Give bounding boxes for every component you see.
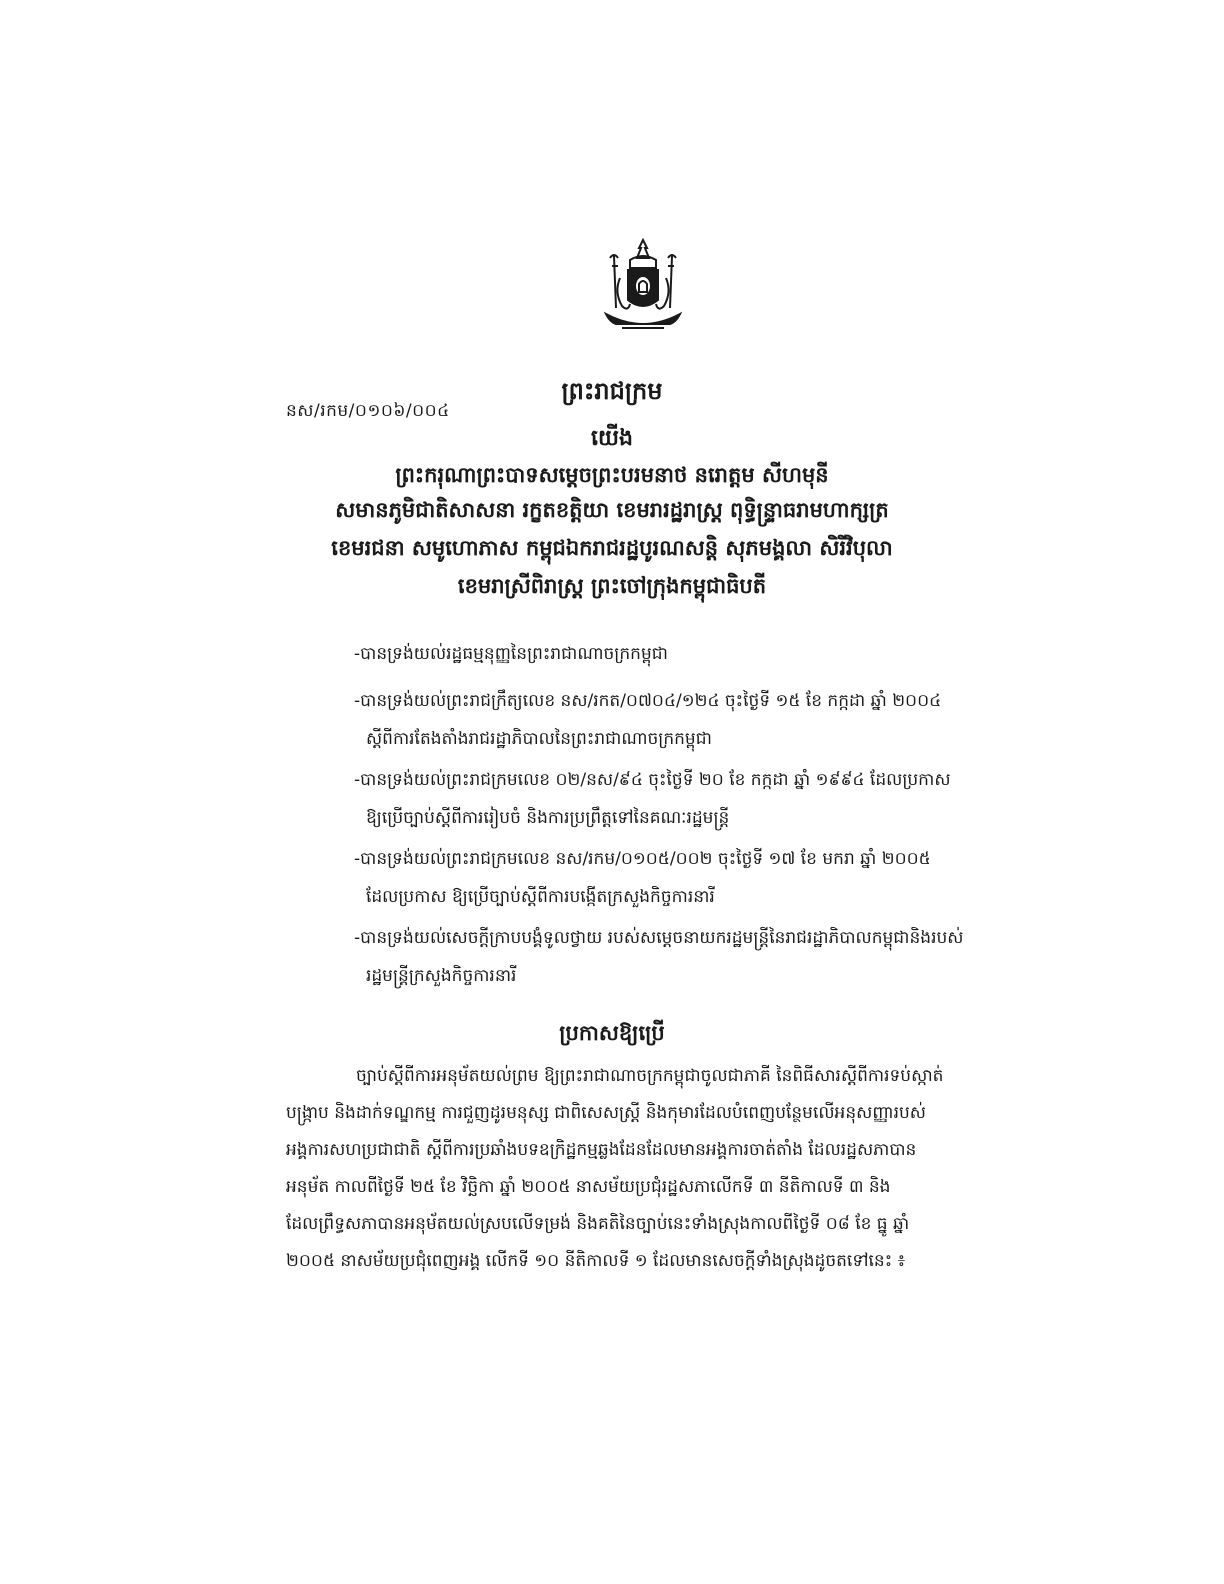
clause-line: -បានទ្រង់យល់រដ្ឋធម្មនុញ្ញនៃព្រះរាជាណាចក្រកម្ពុជា bbox=[354, 644, 668, 664]
king-title-line: ខេមរាស្រីពិរាស្ត្រ ព្រះចៅក្រុងកម្ពុជាធិបតី bbox=[457, 574, 767, 598]
paragraph-line: ច្បាប់ស្ដីពីការអនុម័តយល់ព្រម ឱ្យព្រះរាជាណាចក្រកម្ពុជាចូលជាភាគី នៃពិធីសារស្ដីពីការទប់ស្កាត់ bbox=[356, 1066, 944, 1086]
paragraph-line: ២០០៥ នាសម័យប្រជុំពេញអង្គ លើកទី ១០ នីតិកាលទី ១ ដែលមានសេចក្ដីទាំងស្រុងដូចតទៅនេះ ៖ bbox=[286, 1251, 906, 1271]
preamble-clause bbox=[354, 635, 974, 673]
king-title-line: ខេមរជនា សមូហោភាស កម្ពុជឯករាជរដ្ឋបូរណសន្តិ សុភមង្គលា សិរីវិបុលា bbox=[331, 536, 893, 560]
paragraph-line: បង្ក្រាប និងដាក់ទណ្ឌកម្ម ការជួញដូរមនុស្ស ជាពិសេសស្ត្រី និងកុមារដែលបំពេញបន្ថែមលើអនុសញ្ញារបស់ bbox=[286, 1103, 926, 1123]
clause-line: -បានទ្រង់យល់សេចក្ដីក្រាបបង្គំទូលថ្វាយ របស់សម្ដេចនាយករដ្ឋមន្ត្រីនៃរាជរដ្ឋាភិបាលកម្ពុជានិងរបស់ bbox=[354, 928, 964, 948]
preamble-clause bbox=[354, 761, 974, 837]
promulgation-paragraph bbox=[286, 1058, 976, 1280]
king-title-line: សមានភូមិជាតិសាសនា រក្ខតខត្តិយា ខេមរារដ្ឋរាស្ត្រ ពុទ្ធិន្ទ្រាធរាមហាក្សត្រ bbox=[335, 498, 889, 522]
decree-number: នស/រកម/០១០៦/០០៤ bbox=[286, 401, 450, 421]
clause-line: -បានទ្រង់យល់ព្រះរាជក្រមលេខ នស/រកម/០១០៥/០០២ ចុះថ្ងៃទី ១៧ ខែ មករា ឆ្នាំ ២០០៥ bbox=[354, 849, 931, 869]
document-title: ព្រះរាជក្រម bbox=[561, 377, 663, 405]
clause-continuation: រដ្ឋមន្ត្រីក្រសួងកិច្ចការនារី bbox=[366, 966, 517, 986]
clause-line: -បានទ្រង់យល់ព្រះរាជក្រមលេខ ០២/នស/៩៤ ចុះថ្ងៃទី ២០ ខែ កក្កដា ឆ្នាំ ១៩៩៤ ដែលប្រកាស bbox=[354, 770, 951, 790]
paragraph-line: អនុម័ត កាលពីថ្ងៃទី ២៥ ខែ វិច្ឆិកា ឆ្នាំ ២០០៥ នាសម័យប្រជុំរដ្ឋសភាលើកទី ៣ នីតិកាលទី ៣ និង bbox=[286, 1177, 891, 1197]
clause-continuation: ឱ្យប្រើច្បាប់ស្ដីពីការរៀបចំ និងការប្រព្រឹត្តទៅនៃគណៈរដ្ឋមន្ត្រី bbox=[366, 808, 730, 828]
preamble-clause bbox=[354, 682, 974, 758]
royal-pronoun: យើង bbox=[591, 426, 633, 451]
preamble-clause bbox=[354, 919, 974, 995]
king-title-line: ព្រះករុណាព្រះបាទសម្ដេចព្រះបរមនាថ នរោត្តម សីហមុនី bbox=[395, 463, 829, 487]
clause-continuation: ដែលប្រកាស ឱ្យប្រើច្បាប់ស្ដីពីការបង្កើតក្រសួងកិច្ចការនារី bbox=[366, 887, 715, 907]
clause-continuation: ស្ដីពីការតែងតាំងរាជរដ្ឋាភិបាលនៃព្រះរាជាណាចក្រកម្ពុជា bbox=[366, 729, 712, 749]
preamble-clause bbox=[354, 840, 974, 916]
promulgation-heading: ប្រកាសឱ្យប្រើ bbox=[559, 1021, 665, 1045]
paragraph-line: អង្គការសហប្រជាជាតិ ស្ដីពីការប្រឆាំងបទឧក្រិដ្ឋកម្មឆ្លងដែនដែលមានអង្គការចាត់តាំង ដែលរដ្ឋសភាបាន bbox=[286, 1140, 917, 1160]
royal-arms-of-cambodia-icon bbox=[600, 238, 686, 334]
paragraph-line: ដែលព្រឹទ្ធសភាបានអនុម័តយល់ស្របលើទម្រង់ និងគតិនៃច្បាប់នេះទាំងស្រុងកាលពីថ្ងៃទី ០៨ ខែ ធ្នូ ឆ្នាំ bbox=[286, 1214, 910, 1234]
clause-line: -បានទ្រង់យល់ព្រះរាជក្រឹត្យលេខ នស/រកត/០៧០៤/១២៤ ចុះថ្ងៃទី ១៥ ខែ កក្កដា ឆ្នាំ ២០០៤ bbox=[354, 691, 942, 711]
